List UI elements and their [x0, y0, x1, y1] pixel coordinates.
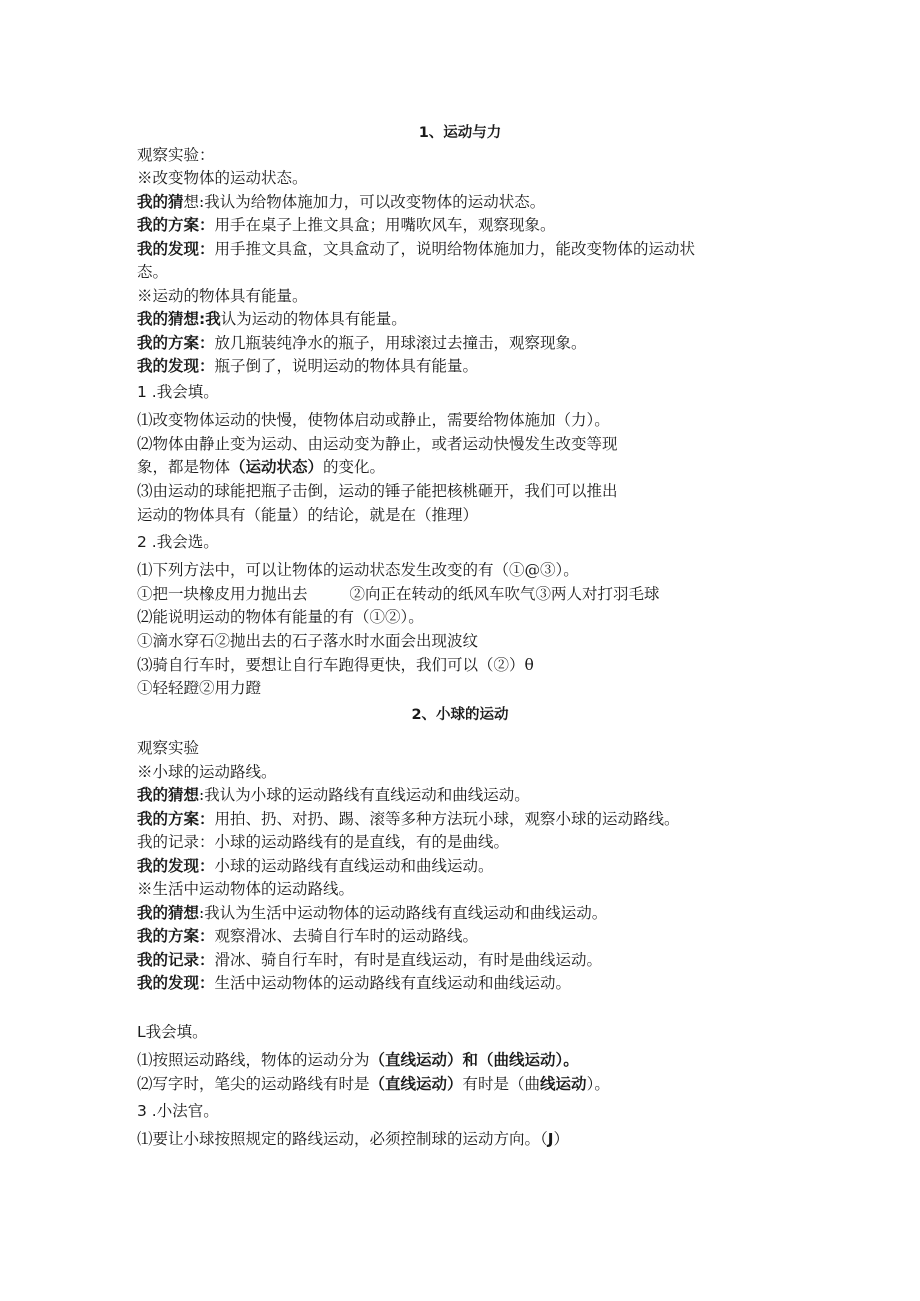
s2-guess2-text: :我认为生活中运动物体的运动路线有直线运动和曲线运动。 [199, 904, 608, 922]
s1-plan1 [137, 215, 556, 235]
s2-plan1-text: 用拍、扔、对扔、踢、滚等多种方法玩小球，观察小球的运动路线。 [214, 810, 680, 828]
s1-fill1: ⑴改变物体运动的快慢，使物体启动或静止，需要给物体施加（力）。 [137, 411, 610, 429]
s2-find1-text: 小球的运动路线有直线运动和曲线运动。 [214, 857, 494, 875]
s1-c1-options [137, 584, 660, 604]
s1-find2 [137, 356, 478, 376]
s2-j1-mark: J [547, 1130, 554, 1148]
s2-f2-pre: ⑵写字时，笔尖的运动路线有时是 [137, 1075, 370, 1093]
s1-plan1-label: 我的方案： [137, 216, 215, 234]
s2-find2-label: 我的发现： [137, 974, 215, 992]
s2-guess1-text: :我认为小球的运动路线有直线运动和曲线运动。 [199, 786, 530, 804]
s2-record2 [137, 950, 602, 970]
s2-f2-bold: （直线运动） [369, 1075, 463, 1093]
s2-f2 [137, 1074, 610, 1094]
s1-find2-label: 我的发现： [137, 357, 215, 375]
s2-record2-label: 我的记录： [137, 951, 215, 969]
s1-fill2b [137, 457, 385, 477]
section1-title: 1、运动与力 [418, 125, 502, 141]
s2-find2 [137, 973, 571, 993]
s2-find2-text: 生活中运动物体的运动路线有直线运动和曲线运动。 [214, 974, 572, 992]
section2-title: 2、小球的运动 [411, 707, 509, 723]
s2-f1 [137, 1050, 579, 1070]
s2-f1-pre: ⑴按照运动路线，物体的运动分为 [137, 1051, 370, 1069]
s1-c2-opt: ①滴水穿石②抛出去的石子落水时水面会出现波纹 [137, 632, 479, 650]
s2-topic2: ※生活中运动物体的运动路线。 [137, 880, 355, 898]
s1-find1-cont: 态。 [137, 263, 169, 281]
s1-guess1-label: 我的猜 [137, 193, 184, 211]
s2-observe: 观察实验 [137, 739, 200, 757]
s1-c3-opt: ①轻轻蹬②用力蹬 [137, 679, 262, 697]
s2-plan2 [137, 926, 478, 946]
s1-guess1 [137, 192, 545, 212]
s1-fill3a: ⑶由运动的球能把瓶子击倒，运动的锤子能把核桃砸开，我们可以推出 [137, 482, 618, 500]
s2-fill-head: L我会填。 [137, 1023, 208, 1041]
s1-fill2b-post: 的变化。 [323, 458, 386, 476]
s1-guess1-text: 想:我认为给物体施加力，可以改变物体的运动状态。 [183, 193, 546, 211]
s1-plan2 [137, 333, 587, 353]
s2-plan2-label: 我的方案： [137, 927, 215, 945]
s1-choose-head: 2 .我会选。 [137, 533, 219, 551]
s2-f2-post: ）。 [586, 1075, 610, 1093]
s1-fill3b: 运动的物体具有（能量）的结论，就是在（推理） [137, 506, 479, 524]
s1-plan2-text: 放几瓶装纯净水的瓶子，用球滚过去撞击，观察现象。 [214, 334, 587, 352]
s2-judge-head: 3 .小法官。 [137, 1102, 219, 1120]
s1-find1-label: 我的发现： [137, 240, 215, 258]
s2-plan1-label: 我的方案： [137, 810, 215, 828]
s1-topic1: ※改变物体的运动状态。 [137, 169, 308, 187]
s1-fill2b-bold: （运动状态） [230, 458, 324, 476]
s1-c1: ⑴下列方法中，可以让物体的运动状态发生改变的有（①@③）。 [137, 561, 579, 579]
s1-topic2: ※运动的物体具有能量。 [137, 287, 308, 305]
s1-find2-text: 瓶子倒了，说明运动的物体具有能量。 [214, 357, 479, 375]
s1-c1-opt-a: ①把一块橡皮用力抛出去 [137, 585, 308, 603]
s2-guess2 [137, 903, 607, 923]
s2-f2-mid: 有时是（曲 [462, 1075, 541, 1093]
s2-j1 [137, 1129, 569, 1149]
s1-fill-head: 1 .我会填。 [137, 383, 219, 401]
s2-guess1 [137, 785, 530, 805]
s1-fill2a: ⑵物体由静止变为运动、由运动变为静止，或者运动快慢发生改变等现 [137, 435, 618, 453]
s2-guess1-label: 我的猜想 [137, 786, 200, 804]
s1-guess2-text: 认为运动的物体具有能量。 [220, 310, 407, 328]
s1-guess2 [137, 309, 407, 329]
s2-find1-label: 我的发现： [137, 857, 215, 875]
s2-j1-close: ） [553, 1130, 570, 1148]
s2-f1-bold: （直线运动）和（曲线运动）。 [369, 1051, 579, 1069]
s2-find1 [137, 856, 494, 876]
s1-c1-opt-b: ②向正在转动的纸风车吹气③两人对打羽毛球 [349, 585, 660, 603]
s2-j1-text: ⑴要让小球按照规定的路线运动，必须控制球的运动方向。（ [137, 1130, 548, 1148]
s1-find1-text: 用手推文具盒，文具盒动了，说明给物体施加力，能改变物体的运动状 [214, 240, 696, 258]
s2-plan1 [137, 809, 680, 829]
s1-c3: ⑶骑自行车时，要想让自行车跑得更快，我们可以（②）θ [137, 656, 534, 674]
s1-plan2-label: 我的方案： [137, 334, 215, 352]
s1-plan1-text: 用手在桌子上推文具盒；用嘴吹风车，观察现象。 [214, 216, 556, 234]
s2-plan2-text: 观察滑冰、去骑自行车时的运动路线。 [214, 927, 479, 945]
s1-c2: ⑵能说明运动的物体有能量的有（①②）。 [137, 608, 424, 626]
s1-find1 [137, 239, 695, 259]
s1-guess2-label: 我的猜想:我 [137, 310, 221, 328]
s2-record2-text: 滑冰、骑自行车时，有时是直线运动，有时是曲线运动。 [214, 951, 603, 969]
s2-record1: 我的记录：小球的运动路线有的是直线，有的是曲线。 [137, 833, 510, 851]
s2-topic1: ※小球的运动路线。 [137, 763, 277, 781]
s1-observe: 观察实验： [137, 146, 215, 164]
s2-f2-bold2: 线运动 [540, 1075, 587, 1093]
s1-fill2b-pre: 象，都是物体 [137, 458, 231, 476]
s2-guess2-label: 我的猜想 [137, 904, 200, 922]
